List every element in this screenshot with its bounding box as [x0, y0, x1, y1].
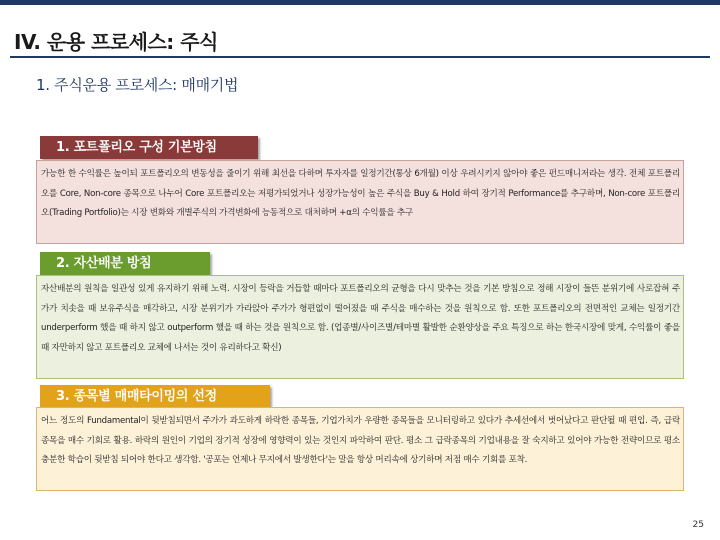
section-heading-portfolio-policy: 1. 포트폴리오 구성 기본방침: [40, 136, 258, 159]
section-heading-asset-allocation: 2. 자산배분 방침: [40, 252, 210, 275]
title-divider: [10, 56, 710, 58]
section-body-portfolio-policy: 가능한 한 수익률은 높이되 포트폴리오의 변동성을 줄이기 위해 최선을 다하며 투자자를 일정기간(통상 6개월) 이상 우려시키지 않아야 좋은 펀드매니저라는 생각. 전체 포트폴리오를 Core, Non-core 종목으로 나누어 Core 포트폴리오는 저평가되었거나 성장가능성이 높은 주식을 Buy & Hold 하여 장기적 Performance를 추구하며, Non-core 포트폴리오(Trading Portfolio)는 시장 변화와 개별주식의 가격변화에 능동적으로 대처하며 +α의 수익률을 추구: [36, 160, 684, 244]
section-body-trade-timing: 어느 정도의 Fundamental이 뒷받침되면서 주가가 과도하게 하락한 종목들, 기업가치가 우량한 종목들을 모니터링하고 있다가 추세선에서 벗어났다고 판단될 때 편입. 즉, 급락종목을 매수 기회로 활용. 하락의 원인이 기업의 장기적 성장에 영향력이 있는 것인지 파악하여 판단. 평소 그 급락종목의 기업내용을 잘 숙지하고 있어야 가능한 전략이므로 평소 충분한 학습이 뒷받침 되어야 한다고 생각함. '공포는 언제나 무지에서 발생한다'는 말을 항상 머리속에 상기하며 저점 매수 기회를 포착.: [36, 407, 684, 491]
top-rule: [0, 0, 720, 5]
page-number: 25: [692, 520, 704, 530]
section-body-asset-allocation: 자산배분의 원칙을 일관성 있게 유지하기 위해 노력. 시장이 등락을 거듭할 때마다 포트폴리오의 균형을 다시 맞추는 것을 기본 방침으로 정해 시장이 들뜬 분위기에 사로잡혀 주가가 치솟을 때 보유주식을 매각하고, 시장 분위기가 가라앉아 주가가 형편없이 떨어졌을 때 주식을 매수하는 것을 원칙으로 함. 또한 포트폴리오의 전면적인 교체는 일정기간 underperform 했을 때 하지 않고 outperform 했을 때 하는 것을 원칙으로 함. (업종별/사이즈별/테마별 활발한 순환양상을 주요 특징으로 하는 한국시장에 맞게, 수익률이 좋을 때 자만하지 않고 포트폴리오 교체에 나서는 것이 유리하다고 확신): [36, 275, 684, 379]
page-subtitle: 1. 주식운용 프로세스: 매매기법: [36, 76, 239, 94]
section-heading-trade-timing: 3. 종목별 매매타이밍의 선정: [40, 385, 270, 408]
page-title: IV. 운용 프로세스: 주식: [14, 30, 218, 54]
